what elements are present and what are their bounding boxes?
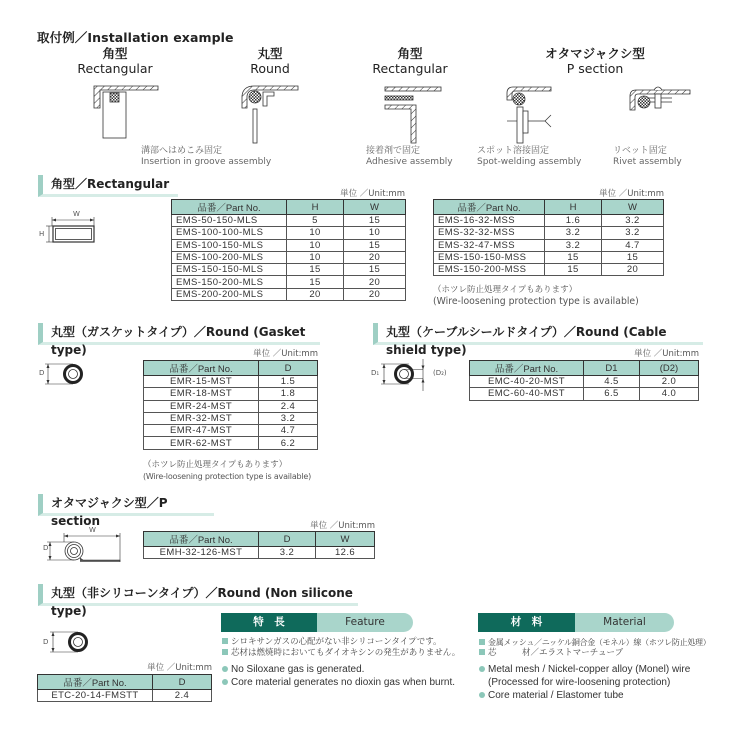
caption-en: Adhesive assembly [366, 157, 453, 167]
table-row [144, 437, 318, 449]
h-cell: 15 [287, 276, 344, 288]
d2-cell: 2.0 [640, 376, 699, 388]
w-cell: 20 [344, 276, 406, 288]
part-no-cell: EMR-18-MST [144, 388, 259, 400]
feature-text: No Siloxane gas is generated. [231, 664, 365, 675]
example-heading-en: Round [250, 61, 290, 76]
table-row [434, 215, 664, 227]
caption-en: Spot-welding assembly [477, 157, 582, 167]
dot-bullet-icon [479, 692, 485, 698]
part-no-cell: EMR-32-MST [144, 412, 259, 424]
dot-bullet-icon [222, 679, 228, 685]
table-row [144, 547, 375, 559]
feature-band [221, 613, 413, 632]
part-no-cell: EMR-47-MST [144, 425, 259, 437]
table-row [144, 425, 318, 437]
note-en: (Wire-loosening protection type is available) [143, 472, 312, 481]
caption-en: Insertion in groove assembly [141, 157, 272, 167]
feature-text: シロキサンガスの心配がない非シリコーンタイプです。 [231, 637, 442, 647]
table-row [434, 227, 664, 239]
section-heading-round-non-silicone: 丸型（非シリコーンタイプ）／Round (Non silicone type) [38, 584, 358, 606]
column-header-part-no: 品番／Part No. [172, 200, 287, 215]
d1-cell: 4.5 [584, 376, 640, 388]
material-text: Core material / Elastomer tube [488, 690, 624, 701]
unit-label: 単位 ／Unit:mm [599, 189, 664, 199]
column-header-part-no: 品番／Part No. [434, 200, 545, 215]
h-cell: 15 [545, 251, 602, 263]
round-gasket-dimension-diagram-icon [40, 360, 85, 388]
example-rectangular-adhesive-heading [365, 46, 455, 76]
groove-insertion-diagram-icon [92, 84, 162, 139]
adhesive-diagram-icon [383, 85, 443, 145]
dimension-label-d: D [43, 544, 49, 552]
unit-label: 単位 ／Unit:mm [340, 189, 405, 199]
example-p-section-heading [535, 46, 655, 76]
example-caption-groove [141, 146, 271, 168]
column-header-d2: (D2) [640, 361, 699, 376]
h-cell: 10 [287, 239, 344, 251]
unit-label: 単位 ／Unit:mm [253, 349, 318, 359]
table-header-row [38, 675, 212, 690]
column-header-d1: D1 [584, 361, 640, 376]
square-bullet-icon [479, 639, 485, 645]
h-cell: 10 [287, 251, 344, 263]
table-row [172, 288, 406, 300]
table-row [172, 276, 406, 288]
material-band [478, 613, 674, 632]
material-text: 芯 材／エラストマーチューブ [488, 648, 624, 658]
h-cell: 5 [287, 215, 344, 227]
rivet-diagram-icon [628, 84, 693, 119]
w-cell: 12.6 [316, 547, 375, 559]
feature-text: 芯材は燃焼時においてもダイオキシンの発生がありません。 [231, 648, 461, 658]
caption-jp: スポット溶接固定 [477, 146, 550, 156]
d-cell: 2.4 [153, 690, 212, 702]
part-no-cell: EMS-150-200-MSS [434, 264, 545, 276]
square-bullet-icon [222, 638, 228, 644]
h-cell: 1.6 [545, 215, 602, 227]
example-heading-en: P section [566, 61, 624, 76]
feature-label-jp: 特 長 [221, 613, 317, 632]
w-cell: 15 [344, 239, 406, 251]
table-row [172, 239, 406, 251]
part-no-cell: EMR-15-MST [144, 376, 259, 388]
feature-item-en [222, 663, 472, 676]
section-heading-round-cable-shield: 丸型（ケーブルシールドタイプ）／Round (Cable shield type) [373, 323, 703, 345]
table-header-row [172, 200, 406, 215]
example-caption-rivet [613, 146, 682, 168]
table-row [144, 388, 318, 400]
column-header-w: W [344, 200, 406, 215]
caption-jp: 溝部へはめこみ固定 [141, 146, 223, 156]
part-no-cell: EMS-100-100-MLS [172, 227, 287, 239]
part-no-cell: EMS-16-32-MSS [434, 215, 545, 227]
column-header-part-no: 品番／Part No. [470, 361, 584, 376]
w-cell: 4.7 [602, 239, 664, 251]
column-header-w: W [316, 532, 375, 547]
part-no-cell: EMS-32-32-MSS [434, 227, 545, 239]
table-header-row [470, 361, 699, 376]
material-item-en [479, 689, 737, 702]
column-header-w: W [602, 200, 664, 215]
example-heading-en: Rectangular [77, 61, 153, 76]
note-en: (Wire-loosening protection type is available) [433, 296, 639, 307]
h-cell: 15 [545, 264, 602, 276]
w-cell: 15 [344, 215, 406, 227]
table-header-row [144, 532, 375, 547]
rectangular-dimension-diagram-icon [40, 212, 100, 248]
column-header-part-no: 品番／Part No. [38, 675, 153, 690]
w-cell: 15 [344, 264, 406, 276]
feature-item-jp [222, 648, 472, 659]
table-row [434, 251, 664, 263]
w-cell: 15 [602, 251, 664, 263]
w-cell: 20 [602, 264, 664, 276]
part-no-cell: EMS-150-150-MSS [434, 251, 545, 263]
table-row [172, 264, 406, 276]
table-row [172, 215, 406, 227]
dimension-label-d1: D₁ [371, 369, 380, 377]
d1-cell: 6.5 [584, 388, 640, 400]
example-heading-en: Rectangular [372, 61, 448, 76]
caption-jp: 接着剤で固定 [366, 146, 421, 156]
part-no-cell: EMS-100-200-MLS [172, 251, 287, 263]
dot-bullet-icon [479, 666, 485, 672]
table-row [434, 239, 664, 251]
column-header-d: D [259, 532, 316, 547]
dimension-label-h: H [39, 230, 45, 238]
w-cell: 20 [344, 288, 406, 300]
part-no-cell: EMS-150-150-MLS [172, 264, 287, 276]
d-cell: 3.2 [259, 547, 316, 559]
example-heading-jp: 丸型 [257, 46, 283, 61]
part-no-cell: EMR-24-MST [144, 400, 259, 412]
h-cell: 15 [287, 264, 344, 276]
d-cell: 1.5 [259, 376, 318, 388]
p-section-table [143, 531, 375, 559]
part-no-cell: EMC-60-40-MST [470, 388, 584, 400]
column-header-h: H [545, 200, 602, 215]
d-cell: 2.4 [259, 400, 318, 412]
w-cell: 20 [344, 251, 406, 263]
round-gasket-table [143, 360, 318, 450]
square-bullet-icon [479, 649, 485, 655]
column-header-d: D [259, 361, 318, 376]
feature-list [222, 637, 472, 689]
caption-en: Rivet assembly [613, 157, 682, 167]
column-header-part-no: 品番／Part No. [144, 532, 259, 547]
part-no-cell: EMS-100-150-MLS [172, 239, 287, 251]
round-cable-table [469, 360, 699, 401]
column-header-h: H [287, 200, 344, 215]
table-row [38, 690, 212, 702]
p-section-dimension-diagram-icon [42, 530, 132, 566]
d-cell: 1.8 [259, 388, 318, 400]
wire-loosening-note [433, 285, 639, 307]
material-label-en: Material [575, 613, 674, 632]
material-item-jp [479, 648, 737, 659]
column-header-d: D [153, 675, 212, 690]
part-no-cell: EMH-32-126-MST [144, 547, 259, 559]
part-no-cell: EMC-40-20-MST [470, 376, 584, 388]
part-no-cell: EMS-150-200-MLS [172, 276, 287, 288]
w-cell: 10 [344, 227, 406, 239]
section-heading-rectangular: 角型／Rectangular [38, 175, 178, 197]
material-label-jp: 材 料 [478, 613, 575, 632]
table-row [172, 227, 406, 239]
note-jp: （ホツレ防止処理タイプもあります） [433, 285, 578, 295]
unit-label: 単位 ／Unit:mm [147, 663, 212, 673]
round-insertion-diagram-icon [240, 84, 305, 149]
caption-jp: リベット固定 [613, 146, 667, 156]
d-cell: 3.2 [259, 412, 318, 424]
dimension-label-w: W [73, 210, 80, 218]
dot-bullet-icon [222, 666, 228, 672]
feature-item-jp [222, 637, 472, 648]
wire-loosening-note [143, 460, 311, 482]
part-no-cell: EMR-62-MST [144, 437, 259, 449]
example-rectangular-heading [70, 46, 160, 76]
part-no-cell: EMS-50-150-MLS [172, 215, 287, 227]
feature-text: Core material generates no dioxin gas when burnt. [231, 677, 456, 688]
example-heading-jp: 角型 [397, 46, 423, 61]
round-non-silicone-dimension-diagram-icon [45, 628, 90, 656]
example-caption-adhesive [366, 146, 453, 168]
table-header-row [144, 361, 318, 376]
d-cell: 4.7 [259, 425, 318, 437]
h-cell: 10 [287, 227, 344, 239]
rectangular-mss-table [433, 199, 664, 276]
example-caption-spot-welding [477, 146, 581, 168]
table-header-row [434, 200, 664, 215]
table-row [434, 264, 664, 276]
dimension-label-d2: (D₂) [433, 369, 447, 377]
part-no-cell: EMS-200-200-MLS [172, 288, 287, 300]
unit-label: 単位 ／Unit:mm [310, 521, 375, 531]
d2-cell: 4.0 [640, 388, 699, 400]
section-heading-round-gasket: 丸型（ガスケットタイプ）／Round (Gasket type) [38, 323, 320, 345]
dimension-label-w: W [89, 526, 96, 534]
material-text: Metal mesh / Nickel-copper alloy (Monel) wire (Processed for wire-loosening protection) [488, 664, 691, 688]
column-header-part-no: 品番／Part No. [144, 361, 259, 376]
part-no-cell: EMS-32-47-MSS [434, 239, 545, 251]
h-cell: 3.2 [545, 227, 602, 239]
w-cell: 3.2 [602, 215, 664, 227]
feature-item-en [222, 676, 472, 689]
note-jp: （ホツレ防止処理タイプもあります） [143, 460, 288, 470]
unit-label: 単位 ／Unit:mm [634, 349, 699, 359]
table-row [144, 376, 318, 388]
table-row [172, 251, 406, 263]
round-cable-dimension-diagram-icon [372, 358, 432, 392]
section-heading-p-section: オタマジャクシ型／P section [38, 494, 214, 516]
h-cell: 20 [287, 288, 344, 300]
example-round-heading [235, 46, 305, 76]
dimension-label-d: D [43, 638, 49, 646]
h-cell: 3.2 [545, 239, 602, 251]
table-row [470, 388, 699, 400]
dimension-label-d: D [39, 369, 45, 377]
material-item-en [479, 663, 737, 689]
table-row [144, 400, 318, 412]
feature-label-en: Feature [317, 613, 413, 632]
material-text: 金属メッシュ／ニッケル銅合金（モネル）線（ホツレ防止処理） [488, 638, 711, 647]
page-title: 取付例／Installation example [37, 30, 234, 45]
part-no-cell: ETC-20-14-FMSTT [38, 690, 153, 702]
rectangular-mls-table [171, 199, 406, 301]
material-list [479, 637, 737, 702]
round-non-silicone-table [37, 674, 212, 702]
w-cell: 3.2 [602, 227, 664, 239]
example-heading-jp: オタマジャクシ型 [545, 46, 645, 61]
table-row [470, 376, 699, 388]
material-item-jp [479, 637, 737, 648]
example-heading-jp: 角型 [102, 46, 128, 61]
d-cell: 6.2 [259, 437, 318, 449]
table-row [144, 412, 318, 424]
spot-welding-diagram-icon [505, 85, 565, 145]
square-bullet-icon [222, 649, 228, 655]
